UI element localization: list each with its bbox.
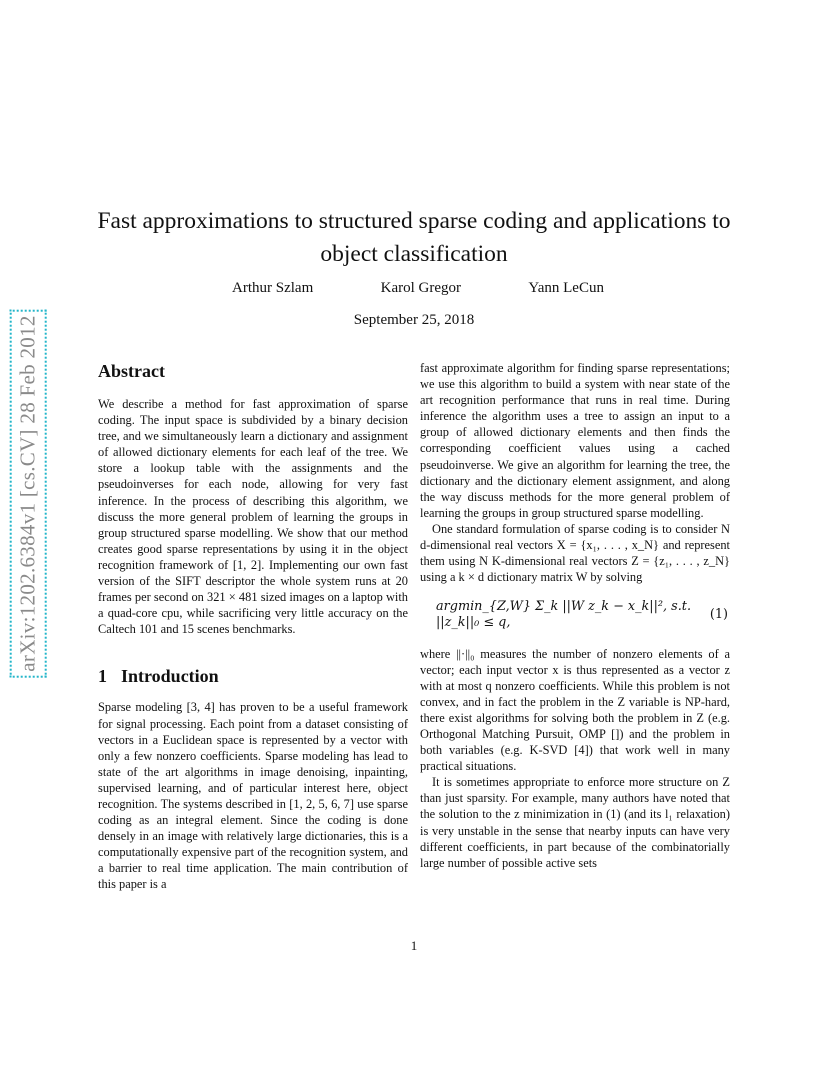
author-name: Arthur Szlam (232, 280, 314, 296)
body-paragraph: fast approximate algorithm for finding sparse representations; we use this algorithm to build a system with near state of the art recognition performance that runs in real time. During inference the algorithm uses a tree to assign an input to a group of allowed dictionary elements and then finds the corresponding coefficient values using a cached pseudoinverse. We give an algorithm for learning the tree, the dictionary and the dictionary element assignment, and along the way discuss methods for the more general problem of learning the groups in group structured sparse modelling. (420, 361, 730, 520)
abstract-heading: Abstract (98, 361, 165, 381)
section-number: 1 (98, 666, 107, 687)
equation-number: (1) (709, 607, 728, 623)
abstract-text: We describe a method for fast approximation of sparse coding. The input space is subdivided by a binary decision tree, and we simultaneously learn a dictionary and assignment of allowed dictionary elements for each leaf of the tree. We store a lookup table with the assignments and the pseudoinverses for each node, allowing for very fast inference. In the process of describing this algorithm, we discuss the more general problem of learning the groups in group structured sparse modelling. We show that our method creates good sparse representations by using it in the object recognition framework of [1, 2]. Implementing our own fast version of the SIFT descriptor the whole system runs at 20 frames per second on 321 × 481 sized images on a laptop with a quad-core cpu, while sacrificing very little accuracy on the Caltech 101 and 15 scenes benchmarks. (98, 397, 408, 637)
arxiv-stamp (10, 262, 46, 724)
body-paragraph: where ||·||₀ measures the number of nonzero elements of a vector; each input vector x is thus represented as a vector z with at most q nonzero coefficients. While this problem is not convex, and in fact the problem in the Z variable is NP-hard, there exist algorithms for solving both the problem in Z (e.g. Orthogonal Matching Pursuit, OMP []) and the problem in both variables (e.g. K-SVD [4]) that work well in many practical situations. (420, 646, 730, 774)
body-paragraph: One standard formulation of sparse coding is to consider N d-dimensional real vectors X = {x₁, . . . , x_N} and represent them using N K-dimensional real vectors Z = {z₁, . . . , z_N} using a k × d dictionary matrix W by solving (420, 521, 730, 585)
author-list (200, 280, 640, 297)
author-name: Yann LeCun (528, 280, 604, 296)
left-column (98, 360, 408, 893)
equation-body: argmin_{Z,W} Σ_k ||W z_k − x_k||², s.t. ||z_k||₀ ≤ q, (436, 599, 692, 631)
paper-title: Fast approximations to structured sparse coding and applications to object classification (97, 208, 731, 267)
equation-1 (420, 599, 730, 631)
right-column (420, 360, 730, 871)
page-number: 1 (410, 938, 418, 953)
section-title: Introduction (121, 666, 219, 687)
body-paragraph: It is sometimes appropriate to enforce more structure on Z than just sparsity. For example, many authors have noted that the solution to the z minimization in (1) (and its l₁ relaxation) is very unstable in the sense that nearby inputs can have very different coefficients, in part because of the combinatorially large number of possible active sets (420, 775, 730, 870)
arxiv-stamp-text: arXiv:1202.6384v1 [cs.CV] 28 Feb 2012 (15, 314, 40, 672)
paper-date: September 25, 2018 (353, 312, 475, 328)
author-name: Karol Gregor (380, 280, 462, 296)
intro-paragraph: Sparse modeling [3, 4] has proven to be a useful framework for signal processing. Each point from a dataset consisting of vectors in a Euclidean space is represented by a vector with only a few nonzero coefficients. Sparse modeling has lead to state of the art algorithms in image denoising, inpainting, supervised learning, and of particular interest here, object recognition. The systems described in [1, 2, 5, 6, 7] use sparse coding as an integral element. Since the coding is done densely in an image with relatively large dictionaries, this is a computationally expensive part of the recognition system, and a barrier to real time application. The main contribution of this paper is a (98, 700, 408, 892)
intro-heading (98, 665, 408, 687)
